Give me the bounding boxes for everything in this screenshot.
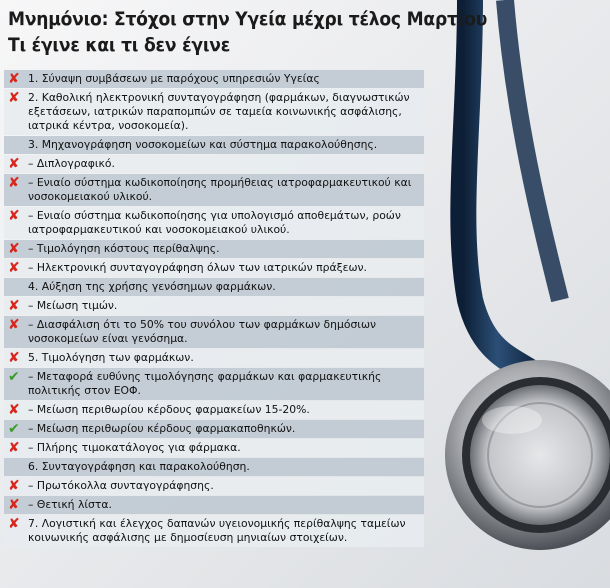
list-item-text: – Διπλογραφικό. bbox=[28, 157, 115, 170]
cross-mark-icon: ✘ bbox=[8, 71, 20, 87]
list-item bbox=[4, 496, 424, 514]
list-item-text: 2. Καθολική ηλεκτρονική συνταγογράφηση (φαρμάκων, διαγνωστικών εξετάσεων, ιατρικών παραπομπών σε ταμεία κοινωνικής ασφάλισης, ιατρικά κέντρα, νοσοκομεία). bbox=[28, 91, 410, 132]
list-item bbox=[4, 70, 424, 88]
list-item-text: – Μείωση περιθωρίου κέρδους φαρμακείων 15-20%. bbox=[28, 403, 310, 416]
list-item-text: 4. Αύξηση της χρήσης γενόσημων φαρμάκων. bbox=[28, 280, 276, 293]
cross-mark-icon: ✘ bbox=[8, 440, 20, 456]
list-item-text: 5. Τιμολόγηση των φαρμάκων. bbox=[28, 351, 194, 364]
cross-mark-icon: ✘ bbox=[8, 317, 20, 333]
list-item-text: – Μεταφορά ευθύνης τιμολόγησης φαρμάκων και φαρμακευτικής πολιτικής στον ΕΟΦ. bbox=[28, 370, 382, 397]
list-item bbox=[4, 259, 424, 277]
list-item-text: – Ενιαίο σύστημα κωδικοποίησης για υπολογισμό αποθεμάτων, ροών ιατροφαρμακευτικού και νοσοκομειακού υλικού. bbox=[28, 209, 401, 236]
cross-mark-icon: ✘ bbox=[8, 156, 20, 172]
title-line-1: Μνημόνιο: Στόχοι στην Υγεία μέχρι τέλος Μαρτίου bbox=[8, 8, 488, 30]
cross-mark-icon: ✘ bbox=[8, 402, 20, 418]
list-item-text: – Ηλεκτρονική συνταγογράφηση όλων των ιατρικών πράξεων. bbox=[28, 261, 367, 274]
check-mark-icon: ✔ bbox=[8, 421, 20, 437]
list-item-text: 3. Μηχανογράφηση νοσοκομείων και σύστημα παρακολούθησης. bbox=[28, 138, 378, 151]
page-title bbox=[8, 6, 508, 58]
list-item bbox=[4, 278, 424, 296]
cross-mark-icon: ✘ bbox=[8, 260, 20, 276]
list-item bbox=[4, 439, 424, 457]
cross-mark-icon: ✘ bbox=[8, 478, 20, 494]
list-item-text: – Μείωση τιμών. bbox=[28, 299, 118, 312]
list-item-text: – Διασφάλιση ότι το 50% του συνόλου των φαρμάκων δημόσιων νοσοκομείων είναι γενόσημα. bbox=[28, 318, 377, 345]
cross-mark-icon: ✘ bbox=[8, 350, 20, 366]
list-item bbox=[4, 240, 424, 258]
list-item-text: 6. Συνταγογράφηση και παρακολούθηση. bbox=[28, 460, 250, 473]
cross-mark-icon: ✘ bbox=[8, 208, 20, 224]
list-item bbox=[4, 401, 424, 419]
title-line-2: Τι έγινε και τι δεν έγινε bbox=[8, 34, 231, 56]
list-item-text: 7. Λογιστική και έλεγχος δαπανών υγειονομικής περίθαλψης ταμείων κοινωνικής ασφάλισης με δημοσίευση μηνιαίων στοιχείων. bbox=[28, 517, 406, 544]
list-item bbox=[4, 420, 424, 438]
list-item-text: – Θετική λίστα. bbox=[28, 498, 112, 511]
list-item-text: – Ενιαίο σύστημα κωδικοποίησης προμήθειας ιατροφαρμακευτικού και νοσοκομειακού υλικού. bbox=[28, 176, 412, 203]
list-item bbox=[4, 316, 424, 348]
list-item-text: – Τιμολόγηση κόστους περίθαλψης. bbox=[28, 242, 220, 255]
cross-mark-icon: ✘ bbox=[8, 516, 20, 532]
cross-mark-icon: ✘ bbox=[8, 90, 20, 106]
cross-mark-icon: ✘ bbox=[8, 298, 20, 314]
list-item bbox=[4, 349, 424, 367]
list-item bbox=[4, 458, 424, 476]
list-item bbox=[4, 89, 424, 135]
cross-mark-icon: ✘ bbox=[8, 241, 20, 257]
list-item-text: – Μείωση περιθωρίου κέρδους φαρμακαποθηκών. bbox=[28, 422, 296, 435]
goals-list bbox=[4, 70, 424, 548]
list-item bbox=[4, 136, 424, 154]
list-item bbox=[4, 297, 424, 315]
check-mark-icon: ✔ bbox=[8, 369, 20, 385]
list-item bbox=[4, 515, 424, 547]
list-item-text: 1. Σύναψη συμβάσεων με παρόχους υπηρεσιών Υγείας bbox=[28, 72, 320, 85]
list-item-text: – Πρωτόκολλα συνταγογράφησης. bbox=[28, 479, 214, 492]
list-item bbox=[4, 174, 424, 206]
cross-mark-icon: ✘ bbox=[8, 175, 20, 191]
list-item bbox=[4, 368, 424, 400]
list-item bbox=[4, 477, 424, 495]
list-item bbox=[4, 207, 424, 239]
cross-mark-icon: ✘ bbox=[8, 497, 20, 513]
list-item bbox=[4, 155, 424, 173]
list-item-text: – Πλήρης τιμοκατάλογος για φάρμακα. bbox=[28, 441, 241, 454]
